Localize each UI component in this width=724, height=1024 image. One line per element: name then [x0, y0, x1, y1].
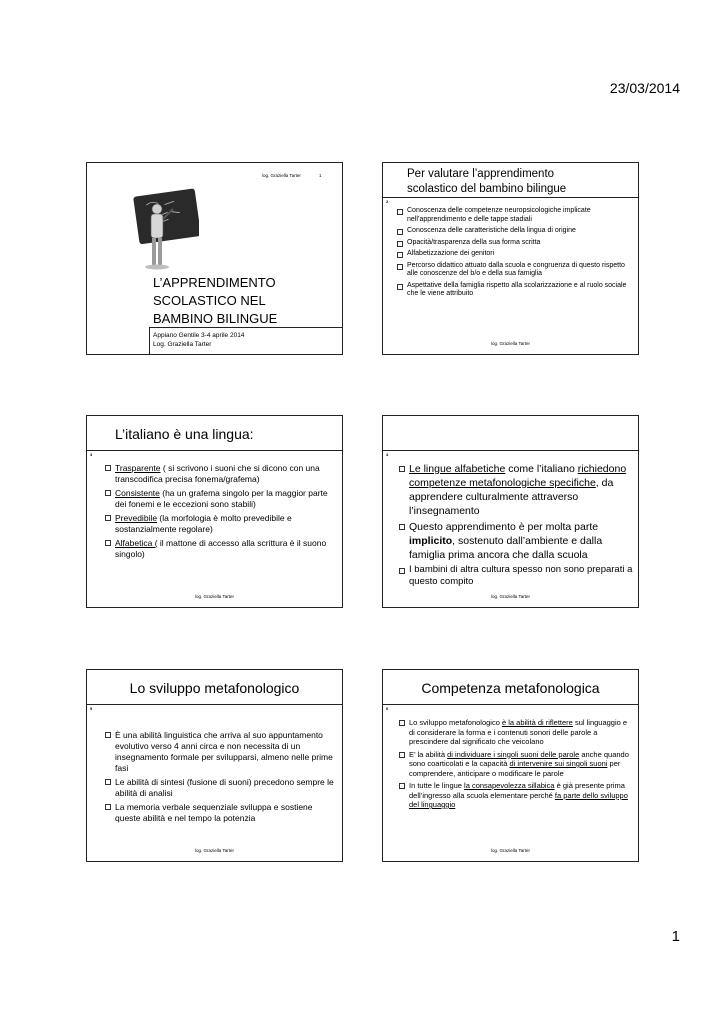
bullet-square-icon	[399, 466, 405, 472]
slide-header: log. Graziella Tarter	[262, 173, 301, 178]
list-item: Le lingue alfabetiche come l’italiano richiedono competenze metafonologiche specifiche, da apprendere culturalmente attraverso l’insegnamento	[399, 462, 634, 518]
bullet-square-icon	[399, 524, 405, 530]
bullet-square-icon	[105, 515, 111, 521]
bullet-square-icon	[399, 720, 405, 726]
slide-3-title: L’italiano è una lingua:	[115, 426, 254, 442]
slide-2	[382, 162, 639, 355]
slide-number: 4	[386, 452, 389, 457]
slide-number: 6	[386, 706, 389, 711]
slide-1-subtitle: Appiano Gentile 3-4 aprile 2014 Log. Graziella Tarter	[153, 332, 245, 348]
list-item: In tutte le lingue la consapevolezza sillabica è già presente prima dell’ingresso alla scuola elementare perché fa parte dello sviluppo del linguaggio	[399, 781, 629, 810]
bullet-square-icon	[105, 779, 111, 785]
list-item: Questo apprendimento è per molta parte implicito, sostenuto dall’ambiente e dalla famiglia prima ancora che dalla scuola	[399, 520, 634, 562]
bullet-square-icon	[397, 252, 403, 258]
slide-footer: log. Graziella Tarter	[491, 341, 530, 346]
page-number: 1	[671, 928, 680, 945]
slide-6-bullets	[399, 718, 629, 813]
bullet-square-icon	[105, 732, 111, 738]
bullet-square-icon	[399, 568, 405, 574]
list-item: Opacità/trasparenza della sua forma scritta	[397, 239, 627, 248]
slide-footer: log. Graziella Tarter	[195, 594, 234, 599]
slide-4	[382, 415, 639, 608]
list-item: Lo sviluppo metafonologico è la abilità di riflettere sul linguaggio e di considerare la forma e i contenuti sonori delle parole a prescindere dal significato che veicolano	[399, 718, 629, 747]
bullet-square-icon	[105, 465, 111, 471]
slide-3	[86, 415, 343, 608]
slide-5-title: Lo sviluppo metafonologico	[129, 680, 300, 696]
list-item: Aspettative della famiglia rispetto alla scolarizzazione e al ruolo sociale che le viene attribuito	[397, 282, 627, 299]
list-item: Conoscenza delle competenze neuropsicologiche implicate nell’apprendimento e delle tappe stadiali	[397, 207, 627, 224]
slide-header-number: 1	[319, 173, 322, 178]
list-item: Percorso didattico attuato dalla scuola e congruenza di questo rispetto alle conoscenze del b/o e della sua famiglia	[397, 262, 627, 279]
slide-1	[86, 162, 343, 355]
slide-footer: log. Graziella Tarter	[491, 594, 530, 599]
slide-number: 2	[386, 199, 389, 204]
list-item: I bambini di altra cultura spesso non sono preparati a questo compito	[399, 564, 634, 588]
slide-5-bullets	[105, 730, 335, 827]
list-item: Le abilità di sintesi (fusione di suoni) precedono sempre le abilità di analisi	[105, 777, 335, 799]
bullet-square-icon	[399, 752, 405, 758]
slide-number: 5	[90, 706, 93, 711]
page-date: 23/03/2014	[609, 80, 680, 96]
bullet-square-icon	[105, 490, 111, 496]
slide-5	[86, 669, 343, 862]
bullet-square-icon	[397, 209, 403, 215]
bullet-square-icon	[397, 229, 403, 235]
list-item: Trasparente ( si scrivono i suoni che si dicono con una transcodifica precisa fonema/grafema)	[105, 463, 335, 485]
slide-3-bullets	[105, 463, 335, 563]
slide-2-title: Per valutare l’apprendimento scolastico del bambino bilingue	[407, 168, 567, 195]
slide-6	[382, 669, 639, 862]
slide-2-bullets	[397, 207, 627, 302]
slide-1-title: L’APPRENDIMENTO SCOLASTICO NEL BAMBINO BILINGUE	[153, 275, 278, 326]
list-item: Alfabetizzazione dei genitori	[397, 250, 627, 259]
slide-4-bullets	[399, 462, 634, 590]
list-item: Alfabetica ( il mattone di accesso alla scrittura è il suono singolo)	[105, 538, 335, 560]
teacher-blackboard-illustration	[127, 183, 199, 273]
slide-footer: log. Graziella Tarter	[195, 848, 234, 853]
list-item: È una abilità linguistica che arriva al suo appuntamento evolutivo verso 4 anni circa e non necessita di un insegnamento formale per svilupparsi, almeno nelle prime fasi	[105, 730, 335, 774]
bullet-square-icon	[397, 284, 403, 290]
slide-6-title: Competenza metafonologica	[421, 680, 600, 696]
list-item: Consistente (ha un grafema singolo per la maggior parte dei fonemi e le eccezioni sono stabili)	[105, 488, 335, 510]
bullet-square-icon	[399, 783, 405, 789]
bullet-square-icon	[105, 804, 111, 810]
slide-number: 3	[90, 452, 93, 457]
bullet-square-icon	[397, 241, 403, 247]
bullet-square-icon	[105, 540, 111, 546]
list-item: Conoscenza delle caratteristiche della lingua di origine	[397, 227, 627, 236]
list-item: Prevedibile (la morfologia è molto prevedibile e sostanzialmente regolare)	[105, 513, 335, 535]
slide-footer: log. Graziella Tarter	[491, 848, 530, 853]
list-item: E’ la abilità di individuare i singoli suoni delle parole anche quando sono coarticolati e la capacità di intervenire sui singoli suoni per comprendere, anticipare o modificare le parole	[399, 750, 629, 779]
bullet-square-icon	[397, 264, 403, 270]
list-item: La memoria verbale sequenziale sviluppa e sostiene queste abilità e nel tempo la potenzia	[105, 802, 335, 824]
